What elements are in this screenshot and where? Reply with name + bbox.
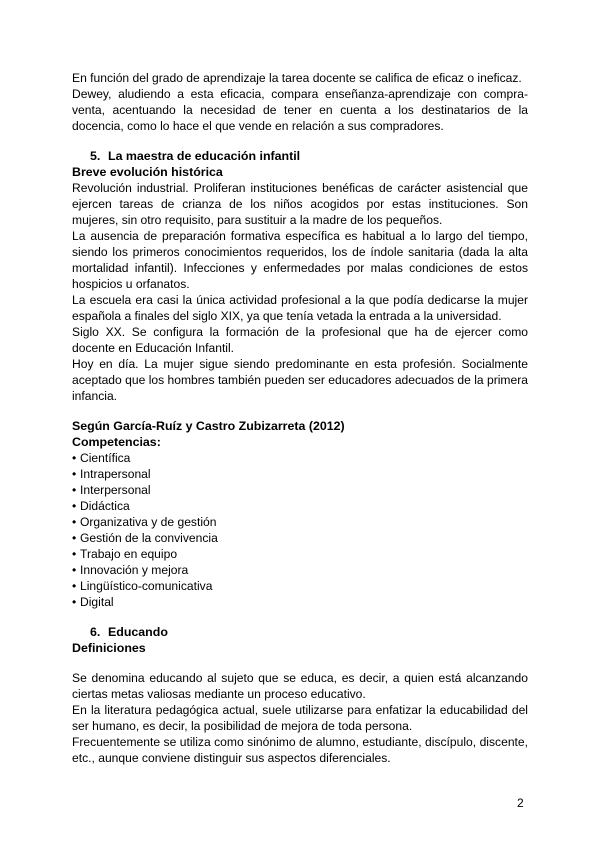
bullet-icon: •	[72, 531, 77, 545]
source-heading: Según García-Ruíz y Castro Zubizarreta (2012)	[72, 419, 345, 433]
history-paragraph-2: La ausencia de preparación formativa específica es habitual a lo largo del tiempo, siendo los primeros conocimientos requeridos, los de índole sanitaria (dada la alta mortalidad infantil). Infecciones y enfermedades por malas condiciones de estos hospicios u orfanatos.	[72, 229, 528, 291]
history-paragraph-1: Revolución industrial. Proliferan instituciones benéficas de carácter asistencial que ejercen tareas de crianza de los niños acogidos por estas instituciones. Son mujeres, sin otro requisito, para sustituir a la madre de los pequeños.	[72, 181, 528, 227]
bullet-icon: •	[72, 483, 77, 497]
bullet-icon: •	[72, 547, 77, 561]
list-item: • Interpersonal	[72, 483, 151, 497]
bullet-icon: •	[72, 499, 77, 513]
history-paragraph-3: La escuela era casi la única actividad profesional a la que podía dedicarse la mujer española a finales del siglo XIX, ya que tenía vetada la entrada a la universidad.	[72, 293, 528, 323]
definition-paragraph-3: Frecuentemente se utiliza como sinónimo de alumno, estudiante, discípulo, discente, etc., aunque conviene distinguir sus aspectos diferenciales.	[72, 735, 528, 765]
list-item: • Organizativa y de gestión	[72, 515, 217, 529]
bullet-icon: •	[72, 515, 77, 529]
list-item: • Trabajo en equipo	[72, 547, 178, 561]
bullet-icon: •	[72, 467, 77, 481]
definition-paragraph-1: Se denomina educando al sujeto que se educa, es decir, a quien está alcanzando ciertas metas valiosas mediante un proceso educativo.	[72, 671, 528, 701]
list-item: • Científica	[72, 451, 131, 465]
competencias-heading: Competencias:	[72, 435, 161, 449]
section-6-subtitle: Definiciones	[72, 641, 146, 655]
section-5-subtitle: Breve evolución histórica	[72, 165, 223, 179]
list-item: • Digital	[72, 595, 114, 609]
list-item: • Lingüístico-comunicativa	[72, 579, 213, 593]
section-6-number: 6.	[90, 625, 101, 639]
section-5-title: La maestra de educación infantil	[108, 149, 301, 163]
page-content	[72, 70, 528, 766]
section-6-title: Educando	[108, 625, 168, 639]
bullet-icon: •	[72, 563, 77, 577]
section-5-number: 5.	[90, 149, 101, 163]
competencias-list	[72, 450, 528, 610]
list-item: • Innovación y mejora	[72, 563, 189, 577]
page-number: 2	[517, 796, 524, 810]
section-5-heading	[72, 148, 528, 164]
history-paragraph-5: Hoy en día. La mujer sigue siendo predominante en esta profesión. Socialmente aceptado que los hombres también pueden ser educadores adecuados de la primera infancia.	[72, 357, 528, 403]
list-item: • Gestión de la convivencia	[72, 531, 218, 545]
bullet-icon: •	[72, 579, 77, 593]
bullet-icon: •	[72, 451, 77, 465]
list-item: • Didáctica	[72, 499, 130, 513]
intro-paragraph-2: Dewey, aludiendo a esta eficacia, compara enseñanza-aprendizaje con compra-venta, acentuando la necesidad de tener en cuenta a los destinatarios de la docencia, como lo hace el que vende en relación a sus compradores.	[72, 87, 528, 133]
bullet-icon: •	[72, 595, 77, 609]
intro-paragraph-1: En función del grado de aprendizaje la tarea docente se califica de eficaz o ineficaz.	[72, 71, 522, 85]
history-paragraph-4: Siglo XX. Se configura la formación de la profesional que ha de ejercer como docente en Educación Infantil.	[72, 325, 528, 355]
list-item: • Intrapersonal	[72, 467, 151, 481]
section-6-heading	[72, 624, 528, 640]
definition-paragraph-2: En la literatura pedagógica actual, suele utilizarse para enfatizar la educabilidad del ser humano, es decir, la posibilidad de mejora de toda persona.	[72, 703, 528, 733]
